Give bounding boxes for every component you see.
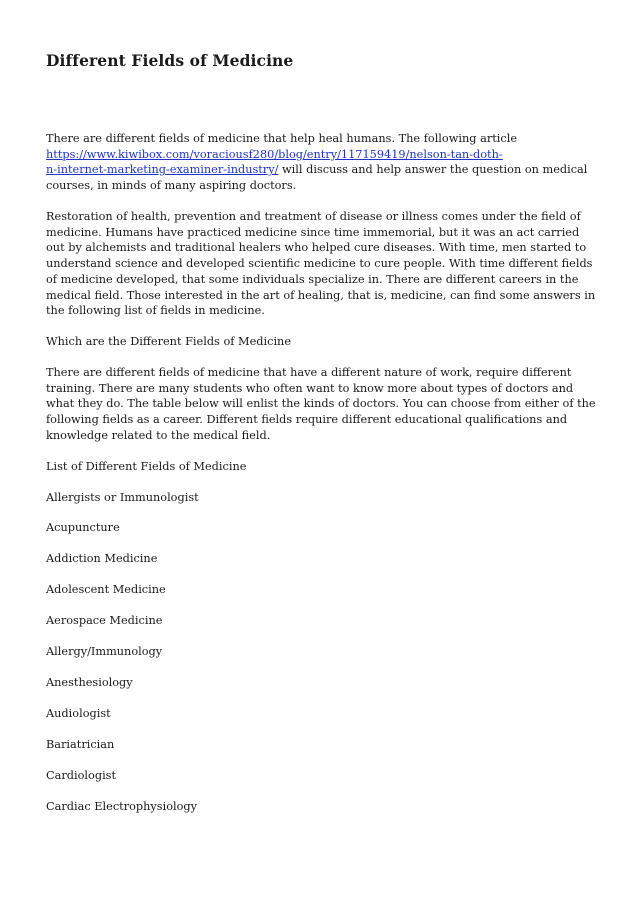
document-body xyxy=(46,131,598,829)
list-item: Allergy/Immunology xyxy=(46,645,163,659)
list-item: Bariatrician xyxy=(46,737,115,751)
fields-list xyxy=(46,490,598,815)
intro-text-after: will discuss and help answer the question on medical courses, in minds of many aspiring doctors. xyxy=(46,163,588,193)
document-title: Different Fields of Medicine xyxy=(46,51,294,70)
list-item: Addiction Medicine xyxy=(46,552,158,566)
nature-of-work-paragraph: There are different fields of medicine that have a different nature of work, require different training. There are many students who often want to know more about types of doctors and what they do. The table below will enlist the kinds of doctors. You can choose from either of the following fields as a career. Different fields require different educational qualifications and knowledge related to the medical field. xyxy=(46,366,596,442)
list-item: Adolescent Medicine xyxy=(46,583,166,597)
article-link-line2: n-internet-marketing-examiner-industry/ xyxy=(46,163,279,177)
restoration-paragraph: Restoration of health, prevention and treatment of disease or illness comes under the field of medicine. Humans have practiced medicine since time immemorial, but it was an act carried out by alchemists and traditional healers who helped cure diseases. With time, men started to understand science and developed scientific medicine to cure people. With time different fields of medicine developed, that some individuals specialize in. There are different careers in the medical field. Those interested in the art of healing, that is, medicine, can find some answers in the following list of fields in medicine. xyxy=(46,210,596,318)
list-item: Cardiac Electrophysiology xyxy=(46,799,198,813)
list-item: Aerospace Medicine xyxy=(46,614,163,628)
intro-paragraph xyxy=(46,131,598,194)
list-item: Acupuncture xyxy=(46,521,120,535)
intro-text-before: There are different fields of medicine that help heal humans. The following article xyxy=(46,132,518,145)
which-fields-heading: Which are the Different Fields of Medicine xyxy=(46,335,292,349)
article-link-line1: https://www.kiwibox.com/voraciousf280/blog/entry/117159419/nelson-tan-doth- xyxy=(46,147,503,161)
list-item: Audiologist xyxy=(46,706,111,720)
list-item: Anesthesiology xyxy=(46,675,133,689)
list-heading: List of Different Fields of Medicine xyxy=(46,459,247,473)
list-item: Allergists or Immunologist xyxy=(46,490,199,504)
list-item: Cardiologist xyxy=(46,768,117,782)
